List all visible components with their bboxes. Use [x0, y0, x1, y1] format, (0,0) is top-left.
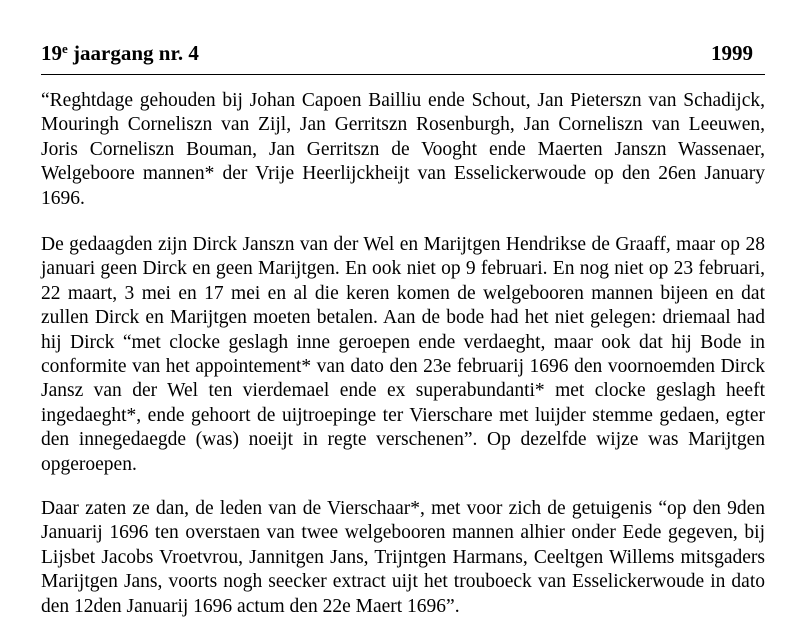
- journal-issue-rest: jaargang nr. 4: [67, 41, 199, 65]
- journal-number-suffix: e: [62, 41, 68, 56]
- paragraph-1: “Reghtdage gehouden bij Johan Capoen Bailliu ende Schout, Jan Pieterszn van Schadijck, Mouringh Corneliszn van Zijl, Jan Gerritszn Rosenburgh, Jan Corneliszn van Leeuwen, Joris Corneliszn Bouman, Jan Gerritszn de Vooght ende Maerten Janszn Wassenaer, Welgeboore mannen* der Vrije Heerlijckheijt van Esselickerwoude op den 26en January 1696.: [41, 90, 765, 209]
- paragraph-3: Daar zaten ze dan, de leden van de Vierschaar*, met voor zich de getuigenis “op den 9den Januarij 1696 ten overstaen van twee welgebooren mannen alhier onder Eede gegeven, bij Lijsbet Jacobs Vroetvrou, Jannitgen Jans, Trijntgen Harmans, Ceeltgen Willems mitsgaders Marijtgen Jans, voorts nogh seecker extract uijt het trouboeck van Esselickerwoude in dato den 12den Januarij 1696 actum den 22e Maert 1696”.: [41, 498, 765, 617]
- journal-issue-label: [41, 38, 199, 71]
- header-divider: [41, 74, 765, 75]
- page-header: [41, 38, 753, 68]
- paragraph-2: De gedaagden zijn Dirck Janszn van der Wel en Marijtgen Hendrikse de Graaff, maar op 28 januari geen Dirck en geen Marijtgen. En ook niet op 9 februari. En nog niet op 23 februari, 22 maart, 3 mei en 17 mei en al die keren komen de welgebooren mannen bijeen en dat zullen Dirck en Marijtgen moeten betalen. Aan de bode had het niet gelegen: driemaal had hij Dirck “met clocke geslagh inne geroepen ende verdaeght, maar ook dat hij Bode in conformite van het appointement* van dato den 23e februarij 1696 den voornoemden Dirck Jansz van der Wel ten vierdemael ende ex superabundanti* met clocke geslagh heeft ingedaeght*, ende gehoort de uijtroepinge ter Vierschare met luijder stemme gedaen, egter den innegedaegde (was) noeijt in regte verschenen”. Op dezelfde wijze was Marijtgen opgeroepen.: [41, 234, 765, 475]
- journal-number: 19: [41, 41, 62, 65]
- publication-year: 1999: [711, 41, 753, 65]
